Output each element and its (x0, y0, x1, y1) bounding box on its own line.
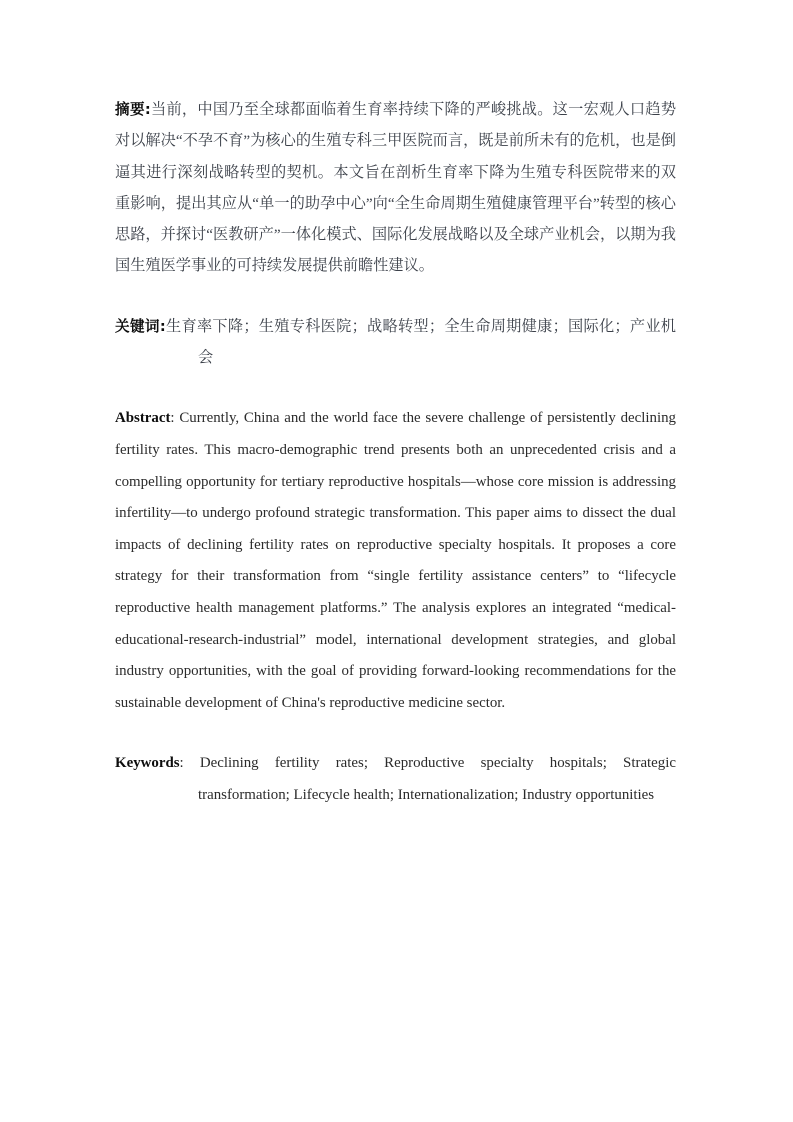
page-content (115, 94, 676, 812)
spacer-keywords-cn-to-abstract-en (115, 373, 676, 403)
chinese-abstract-text: 当前，中国乃至全球都面临着生育率持续下降的严峻挑战。这一宏观人口趋势对以解决“不孕不育”为核心的生殖专科三甲医院而言，既是前所未有的危机，也是倒逼其进行深刻战略转型的契机。本文旨在剖析生育率下降为生殖专科医院带来的双重影响，提出其应从“单一的助孕中心”向“全生命周期生殖健康管理平台”转型的核心思路，并探讨“医教研产”一体化模式、国际化发展战略以及全球产业机会，以期为我国生殖医学事业的可持续发展提供前瞻性建议。 (115, 101, 677, 275)
english-abstract-separator: : (170, 410, 180, 427)
chinese-abstract-separator: : (144, 101, 151, 118)
english-keywords-text: Declining fertility rates; Reproductive specialty hospitals; Strategic transformation; Lifecycle health; Internationalization; Industry opportunities (198, 755, 676, 803)
chinese-abstract-label: 摘要 (115, 101, 145, 118)
chinese-abstract-paragraph (115, 94, 676, 282)
english-abstract-text: Currently, China and the world face the severe challenge of persistently declining fertility rates. This macro-demographic trend presents both an unprecedented crisis and a compelling opportunity for tertiary reproductive hospitals—whose core mission is addressing infertility—to undergo profound strategic transformation. This paper aims to dissect the dual impacts of declining fertility rates on reproductive specialty hospitals. It proposes a core strategy for their transformation from “single fertility assistance centers” to “lifecycle reproductive health management platforms.” The analysis explores an integrated “medical-educational-research-industrial” model, international development strategies, and global industry opportunities, with the goal of providing forward-looking recommendations for the sustainable development of China's reproductive medicine sector. (115, 410, 676, 711)
chinese-keywords-separator: : (159, 317, 166, 335)
spacer-abstract-to-keywords-cn (115, 282, 676, 311)
english-abstract-label: Abstract (115, 410, 171, 427)
chinese-keywords-label: 关键词 (115, 317, 160, 335)
english-keywords-paragraph (115, 748, 676, 811)
english-keywords-label: Keywords (115, 755, 180, 772)
chinese-keywords-text: 生育率下降；生殖专科医院；战略转型；全生命周期健康；国际化；产业机会 (165, 317, 676, 367)
english-abstract-paragraph (115, 403, 676, 719)
english-keywords-separator: : (179, 755, 200, 772)
chinese-keywords-paragraph (115, 311, 676, 374)
spacer-abstract-en-to-keywords-en (115, 719, 676, 748)
